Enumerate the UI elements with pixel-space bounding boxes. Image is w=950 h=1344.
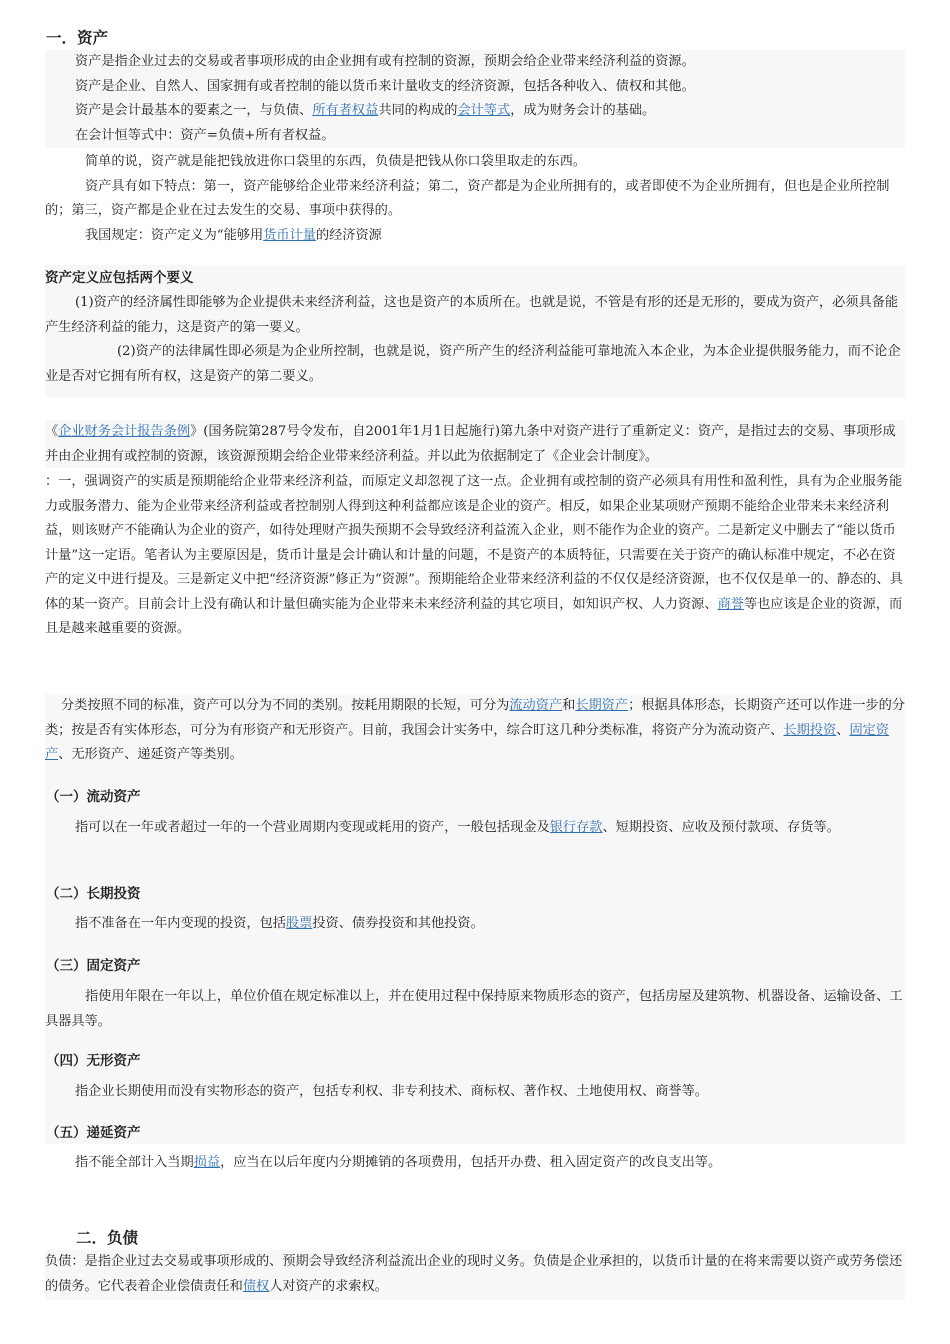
paragraph: 指不能全部计入当期损益，应当在以后年度内分期摊销的各项费用，包括开办费、租入固定资产的改良支出等。 (75, 1155, 722, 1170)
link-bank-deposit[interactable]: 银行存款 (549, 820, 603, 835)
category-long-term-investment (45, 912, 905, 937)
paragraph: 在会计恒等式中：资产=负债+所有者权益。 (75, 127, 335, 143)
liability-block (45, 1250, 905, 1300)
analysis-block (45, 470, 905, 642)
category-deferred-assets (45, 1151, 905, 1176)
paragraph: 资产是企业、自然人、国家拥有或者控制的能以货币来计量收支的经济资源，包括各种收入、债权和其他。 (75, 78, 695, 94)
subtitle: 资产定义应包括两个要义 (45, 270, 194, 286)
paragraph: 资产具有如下特点：第一，资产能够给企业带来经济利益；第二，资产都是为企业所拥有的，或者即使不为企业所拥有，但也是企业所控制的；第三，资产都是企业在过去发生的交易、事项中获得的。 (45, 178, 890, 218)
link-stock[interactable]: 股票 (286, 916, 313, 931)
link-long-term-assets[interactable]: 长期资产 (575, 698, 629, 713)
paragraph: 我国规定：资产定义为“能够用货币计量的经济资源 (85, 227, 382, 243)
link-profit-loss[interactable]: 损益 (193, 1155, 221, 1170)
category-title-fixed-assets: （三）固定资产 (46, 958, 141, 974)
paragraph: 简单的说，资产就是能把钱放进你口袋里的东西，负债是把钱从你口袋里取走的东西。 (85, 154, 587, 169)
paragraph: 《企业财务会计报告条例》(国务院第287号令发布，自2001年1月1日起施行)第九条中对资产进行了重新定义：资产，是指过去的交易、事项形成并由企业拥有或控制的资源，该资源预期会给企业带来经济利益。并以此为依据制定了《企业会计制度》。 (45, 424, 896, 464)
link-owners-equity[interactable]: 所有者权益 (312, 103, 379, 118)
link-current-assets[interactable]: 流动资产 (509, 698, 563, 713)
category-fixed-assets (45, 985, 905, 1034)
link-fixed-assets[interactable]: 固定资产 (45, 722, 889, 762)
category-title-long-term-investment: （二）长期投资 (46, 886, 141, 902)
category-title-intangible-assets: （四）无形资产 (46, 1053, 141, 1069)
paragraph: 指可以在一年或者超过一年的一个营业周期内变现或耗用的资产，一般包括现金及银行存款、短期投资、应收及预付款项、存货等。 (75, 820, 840, 835)
paragraph: (1)资产的经济属性即能够为企业提供未来经济利益，这也是资产的本质所在。也就是说，不管是有形的还是无形的，要成为资产，必须具备能产生经济利益的能力，这是资产的第一要义。 (45, 295, 899, 335)
link-creditor[interactable]: 债权 (242, 1278, 270, 1294)
regulation-block (45, 420, 905, 468)
paragraph: 分类按照不同的标准，资产可以分为不同的类别。按耗用期限的长短，可分为流动资产和长期资产；根据具体形态，长期资产还可以作进一步的分类；按是否有实体形态，可分为有形资产和无形资产。目前，我国会计实务中，综合盯这几种分类标准，将资产分为流动资产、长期投资、固定资产、无形资产、递延资产等类别。 (45, 698, 905, 762)
link-regulation[interactable]: 企业财务会计报告条例 (58, 424, 191, 439)
category-title-deferred-assets: （五）递延资产 (46, 1125, 141, 1141)
paragraph: 资产是会计最基本的要素之一，与负债、所有者权益共同的构成的会计等式，成为财务会计的基础。 (75, 103, 656, 118)
paragraph: ：一，强调资产的实质是预期能给企业带来经济利益，而原定义却忽视了这一点。企业拥有或控制的资产必须具有用性和盈利性，具有为企业服务能力或服务潜力、能为企业带来经济利益或者控制别人得到这种利益都应该是企业的资产。相反，如果企业某项财产预期不能给企业带来未来经济利益，则该财产不能确认为企业的资产，如待处理财产损失预期不会导致经济利益流入企业，则不能作为企业的资产。二是新定义中删去了“能以货币计量”这一定语。笔者认为主要原因是，货币计量是会计确认和计量的问题，不是资产的本质特征，只需要在关于资产的确认标准中规定，不必在资产的定义中进行提及。三是新定义中把“经济资源”修正为“资源”。预期能给企业带来经济利益的不仅仅是经济资源，也不仅仅是单一的、静态的、具体的某一资产。目前会计上没有确认和计量但确实能为企业带来未来经济利益的其它项目，如知识产权、人力资源、商誉等也应该是企业的资源，而且是越来越重要的资源。 (45, 474, 903, 636)
assets-definition-block (45, 50, 905, 148)
paragraph: 指使用年限在一年以上，单位价值在规定标准以上，并在使用过程中保持原来物质形态的资产，包括房屋及建筑物、机器设备、运输设备、工具器具等。 (45, 989, 903, 1029)
link-goodwill[interactable]: 商誉 (717, 596, 744, 612)
paragraph: 资产是指企业过去的交易或者事项形成的由企业拥有或有控制的资源，预期会给企业带来经济利益的资源。 (75, 54, 695, 69)
paragraph: 指企业长期使用而没有实物形态的资产，包括专利权、非专利技术、商标权、著作权、土地使用权、商誉等。 (75, 1084, 708, 1099)
paragraph: (2)资产的法律属性即必须是为企业所控制，也就是说，资产所产生的经济利益能可靠地流入本企业，为本企业提供服务能力，而不论企业是否对它拥有所有权，这是资产的第二要义。 (45, 344, 901, 384)
definition-elements-block (45, 265, 905, 397)
section-title-assets: 一．资产 (46, 29, 109, 47)
category-intangible-assets (45, 1080, 905, 1105)
category-title-current-assets: （一）流动资产 (46, 789, 141, 805)
assets-features-block (45, 150, 905, 248)
paragraph: 指不准备在一年内变现的投资，包括股票投资、债券投资和其他投资。 (75, 916, 484, 931)
paragraph: 负债：是指企业过去交易或事项形成的、预期会导致经济利益流出企业的现时义务。负债是企业承担的，以货币计量的在将来需要以资产或劳务偿还的债务。它代表着企业偿债责任和债权人对资产的求索权。 (45, 1254, 903, 1294)
link-accounting-equation[interactable]: 会计等式 (457, 103, 511, 118)
link-long-term-investment[interactable]: 长期投资 (783, 722, 837, 738)
link-currency-measure[interactable]: 货币计量 (263, 227, 316, 243)
category-current-assets (45, 816, 905, 841)
section-title-liabilities: 二．负债 (76, 1229, 139, 1247)
